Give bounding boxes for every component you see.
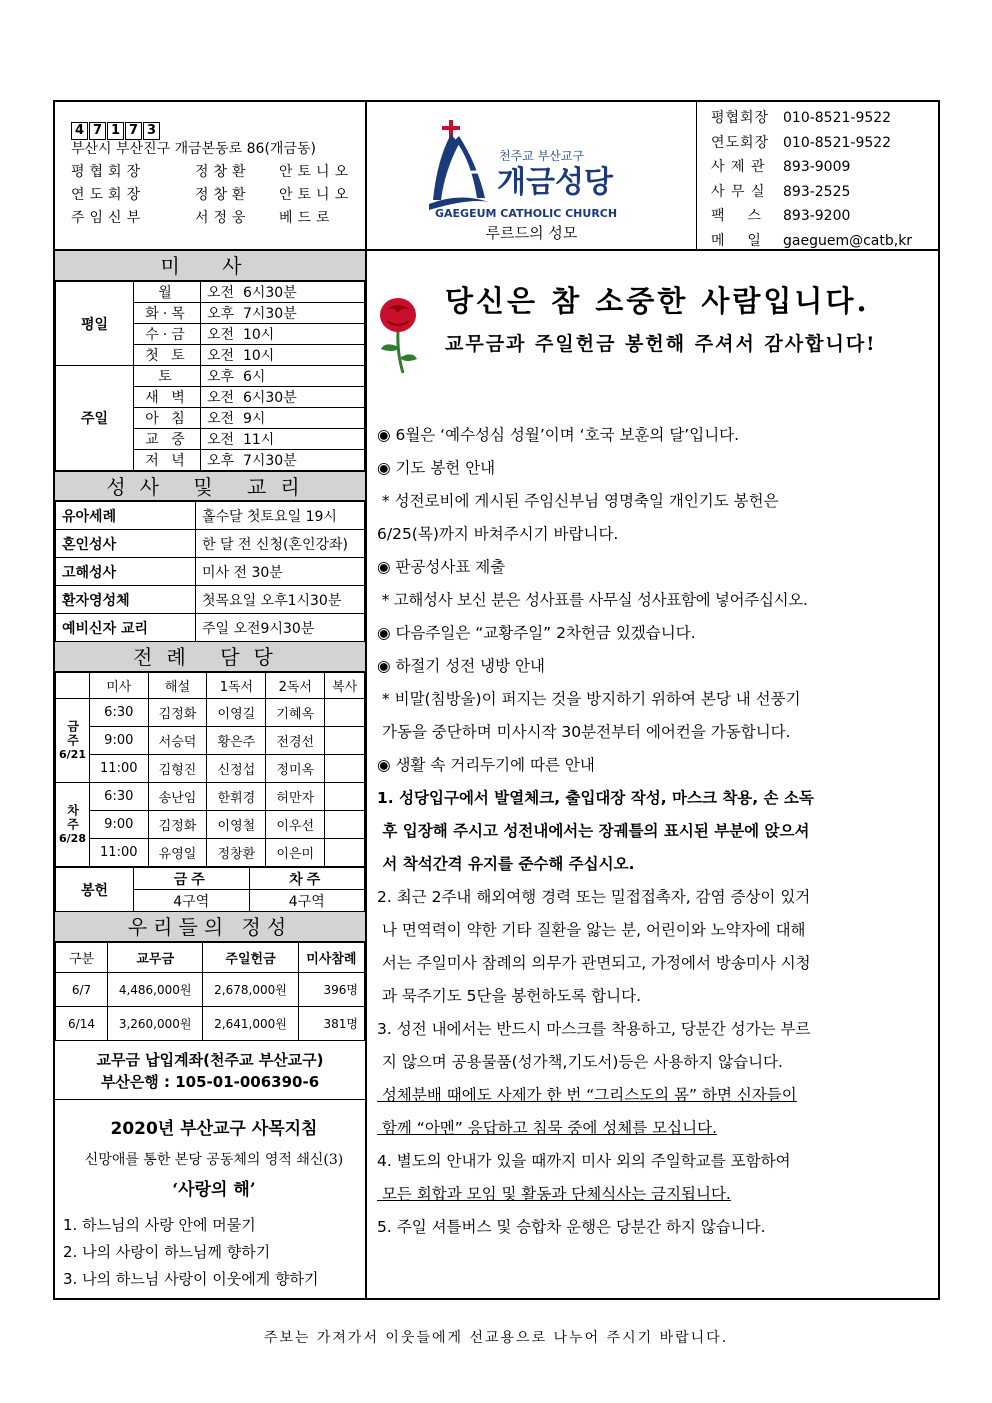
table-row [56, 699, 365, 727]
table-row [56, 839, 365, 867]
week-label [56, 783, 90, 867]
blank-cell [56, 673, 90, 699]
reader-1: 한휘경 [207, 783, 266, 811]
announcement-line: 3. 성전 내에서는 반드시 마스크를 착용하고, 당분간 성가는 부르 [377, 1020, 811, 1038]
sacrament-time: 홀수달 첫토요일 19시 [196, 502, 365, 530]
table-row [56, 502, 365, 530]
list-item: 2. 나의 사랑이 하느님께 향하기 [63, 1243, 271, 1261]
logo-caption: 루르드의 성모 [485, 224, 578, 242]
announcement-line: 가동을 중단하며 미사시작 30분전부터 에어컨을 가동합니다. [377, 723, 791, 741]
amount-cell: 3,260,000원 [108, 1007, 203, 1041]
liturgy-table [55, 672, 365, 867]
mass-day: 아 침 [134, 408, 201, 429]
mass-day: 화·목 [134, 303, 201, 324]
contact-row [711, 180, 938, 205]
commentator: 유영일 [148, 839, 207, 867]
table-row [56, 282, 365, 303]
officer-name: 서정웅 [195, 210, 251, 226]
footer-note: 주보는 가져가서 이웃들에게 선교용으로 나누어 주시기 바랍니다. [263, 1330, 729, 1346]
announcement-line: * 고해성사 보신 분은 성사표를 사무실 성사표함에 넣어주십시오. [377, 591, 808, 609]
officer-name: 정창환 [195, 164, 251, 180]
officer-baptismal: 안토니오 [279, 187, 354, 203]
table-row [56, 811, 365, 839]
column-header: 2독서 [266, 673, 325, 699]
reader-2: 기혜옥 [266, 699, 325, 727]
sacrament-name: 고해성사 [56, 558, 196, 586]
mass-time: 오전 6시30분 [201, 387, 365, 408]
mass-time: 11:00 [90, 755, 149, 783]
table-row [56, 558, 365, 586]
contact-row [711, 131, 938, 156]
announcement-line: 과 묵주기도 5단을 봉헌하도록 합니다. [377, 987, 642, 1005]
column-header: 복사 [325, 673, 365, 699]
contacts [697, 102, 938, 249]
zip-digit: 7 [125, 122, 142, 140]
announcement-line: 후 입장해 주시고 성전내에서는 장궤틀의 표시된 부분에 앉으셔 [377, 822, 810, 840]
announcement-line: 모든 회합과 모임 및 활동과 단체식사는 금지됩니다. [377, 1185, 731, 1203]
logo-subtitle: 천주교 부산교구 [499, 149, 584, 163]
headline: 당신은 참 소중한 사람입니다. [445, 284, 870, 318]
server [325, 783, 365, 811]
officer-row [71, 161, 365, 184]
zip-digit: 4 [71, 122, 88, 140]
pastoral-guidelines [55, 1100, 365, 1293]
announcement-line: 나 면역력이 약한 기타 질환을 앓는 분, 어린이와 노약자에 대해 [377, 921, 806, 939]
pastoral-theme: ‘사랑의 해’ [172, 1180, 256, 1200]
offering-value: 4구역 [134, 890, 250, 912]
mass-time: 9:00 [90, 811, 149, 839]
sacrament-name: 혼인성사 [56, 530, 196, 558]
table-row [56, 755, 365, 783]
pastoral-subtitle: 신망애를 통한 본당 공동체의 영적 쇄신(3) [84, 1152, 344, 1168]
table-row [56, 943, 365, 973]
mass-time: 오전 9시 [201, 408, 365, 429]
mass-time: 오후 7시30분 [201, 450, 365, 471]
announcement-line: 6/25(목)까지 바쳐주시기 바랍니다. [377, 525, 619, 543]
officer-role: 주임신부 [71, 210, 146, 226]
contact-row [711, 106, 938, 131]
address: 부산시 부산진구 개금본동로 86(개금동) [71, 141, 316, 157]
sacrament-time: 미사 전 30분 [196, 558, 365, 586]
mass-schedule-table [55, 281, 365, 471]
donations-table [55, 942, 365, 1041]
contact-label: 팩 스 [711, 208, 762, 224]
week-date: 6/21 [59, 747, 86, 761]
weekday-label: 평일 [56, 282, 134, 366]
liturgy-heading: 전례 담당 [55, 642, 365, 672]
reader-2: 이우선 [266, 811, 325, 839]
reader-2: 이은미 [266, 839, 325, 867]
mass-time: 오전 10시 [201, 324, 365, 345]
server [325, 755, 365, 783]
account-number: 부산은행 : 105-01-006390-6 [100, 1073, 320, 1091]
commentator: 서승덕 [148, 727, 207, 755]
amount-cell: 2,678,000원 [203, 973, 298, 1007]
table-row [56, 1007, 365, 1041]
column-header: 미사 [90, 673, 149, 699]
officer-row [71, 184, 365, 207]
server [325, 727, 365, 755]
header [55, 102, 938, 251]
date-cell: 6/7 [56, 973, 108, 1007]
mass-day: 토 [134, 366, 201, 387]
column-header: 미사참례 [298, 943, 364, 973]
date-cell: 6/14 [56, 1007, 108, 1041]
week-name: 금주 [65, 719, 80, 748]
officer-name: 정창환 [195, 187, 251, 203]
announcements [377, 419, 932, 1244]
server [325, 839, 365, 867]
account-title: 교무금 납입계좌(천주교 부산교구) [96, 1051, 324, 1069]
contact-row [711, 204, 938, 229]
announcement-line: * 비말(침방울)이 퍼지는 것을 방지하기 위하여 본당 내 선풍기 [377, 690, 801, 708]
church-logo [429, 120, 659, 220]
announcement-line: 함께 “아멘” 응답하고 침묵 중에 성체를 모십니다. [377, 1119, 717, 1137]
donations-heading: 우리들의 정성 [55, 912, 365, 942]
sacrament-time: 주일 오전9시30분 [196, 614, 365, 642]
sacrament-time: 한 달 전 신청(혼인강좌) [196, 530, 365, 558]
sacrament-name: 환자영성체 [56, 586, 196, 614]
rose-icon [373, 293, 423, 375]
announcement-line: 성체분배 때에도 사제가 한 번 “그리스도의 몸” 하면 신자들이 [377, 1086, 797, 1104]
mass-day: 새 벽 [134, 387, 201, 408]
contact-label: 사 제 관 [711, 159, 766, 175]
week-label [56, 699, 90, 783]
officer-role: 연도회장 [71, 187, 146, 203]
reader-1: 정창환 [207, 839, 266, 867]
offering-table [55, 867, 365, 912]
contact-value: 893-9009 [783, 159, 851, 175]
announcement-line: ◉ 기도 봉헌 안내 [377, 459, 496, 477]
column-header: 주일헌금 [203, 943, 298, 973]
announcement-line: 1. 성당입구에서 발열체크, 출입대장 작성, 마스크 착용, 손 소독 [377, 789, 814, 807]
announcement-line: ◉ 판공성사표 제출 [377, 558, 506, 576]
contact-value: 893-9200 [783, 208, 851, 224]
sunday-label: 주일 [56, 366, 134, 471]
announcement-line: ◉ 다음주일은 “교황주일” 2차헌금 있겠습니다. [377, 624, 696, 642]
announcement-line: ◉ 생활 속 거리두기에 따른 안내 [377, 756, 595, 774]
table-row [56, 727, 365, 755]
contact-row [711, 229, 938, 254]
sacrament-name: 예비신자 교리 [56, 614, 196, 642]
mass-time: 오후 7시30분 [201, 303, 365, 324]
mass-day: 수·금 [134, 324, 201, 345]
zip-digit: 1 [107, 122, 124, 140]
bulletin-frame [53, 100, 940, 1300]
mass-time: 오전 6시30분 [201, 282, 365, 303]
offering-value: 4구역 [249, 890, 365, 912]
zip-digit: 3 [143, 122, 160, 140]
list-item: 3. 나의 하느님 사랑이 이웃에게 향하기 [63, 1270, 319, 1288]
offering-header: 금주 [134, 868, 250, 890]
mass-day: 첫 토 [134, 345, 201, 366]
server [325, 699, 365, 727]
attendance-cell: 396명 [298, 973, 364, 1007]
officer-row [71, 207, 365, 230]
right-column [367, 251, 938, 1300]
announcement-line: * 성전로비에 게시된 주임신부님 영명축일 개인기도 봉헌은 [377, 492, 779, 510]
mass-heading: 미 사 [55, 251, 365, 281]
reader-2: 정미옥 [266, 755, 325, 783]
logo-area [367, 102, 697, 249]
mass-time: 6:30 [90, 783, 149, 811]
announcement-line: 2. 최근 2주내 해외여행 경력 또는 밀접접촉자, 감염 증상이 있거 [377, 888, 811, 906]
column-header: 1독서 [207, 673, 266, 699]
column-header: 해설 [148, 673, 207, 699]
mass-time: 11:00 [90, 839, 149, 867]
sacraments-table [55, 501, 365, 642]
zip-digit: 7 [89, 122, 106, 140]
officer-baptismal: 안토니오 [279, 164, 354, 180]
list-item: 1. 하느님의 사랑 안에 머물기 [63, 1216, 256, 1234]
server [325, 811, 365, 839]
logo-name: 개금성당 [497, 165, 613, 200]
reader-2: 전경선 [266, 727, 325, 755]
officer-role: 평협회장 [71, 164, 146, 180]
reader-1: 신정섭 [207, 755, 266, 783]
table-row [56, 673, 365, 699]
pastoral-title: 2020년 부산교구 사목지침 [110, 1119, 318, 1139]
mass-time: 오전 10시 [201, 345, 365, 366]
announcement-line: 4. 별도의 안내가 있을 때까지 미사 외의 주일학교를 포함하여 [377, 1152, 791, 1170]
officer-baptismal: 베드로 [279, 210, 335, 226]
left-column [55, 251, 367, 1300]
reader-1: 이영길 [207, 699, 266, 727]
table-row [56, 783, 365, 811]
commentator: 김정화 [148, 699, 207, 727]
announcement-line: 지 않으며 공용물품(성가책,기도서)등은 사용하지 않습니다. [377, 1053, 783, 1071]
mass-time: 오후 6시 [201, 366, 365, 387]
contact-label: 메 일 [711, 232, 762, 249]
contact-label: 연도회장 [711, 134, 770, 151]
pastoral-list [63, 1212, 365, 1293]
commentator: 김정화 [148, 811, 207, 839]
week-name: 차주 [65, 803, 80, 832]
reader-2: 허만자 [266, 783, 325, 811]
parish-info [55, 102, 367, 249]
sacrament-time: 첫목요일 오후1시30분 [196, 586, 365, 614]
contact-value: 010-8521-9522 [783, 110, 892, 126]
reader-1: 이영철 [207, 811, 266, 839]
mass-day: 교 중 [134, 429, 201, 450]
column-header: 교무금 [108, 943, 203, 973]
table-row [56, 366, 365, 387]
sacrament-name: 유아세례 [56, 502, 196, 530]
week-date: 6/28 [59, 831, 86, 845]
logo-english: GAEGEUM CATHOLIC CHURCH [435, 207, 618, 220]
table-row [56, 973, 365, 1007]
announcement-line: ◉ 하절기 성전 냉방 안내 [377, 657, 545, 675]
bank-account [55, 1041, 365, 1100]
sacraments-heading: 성사 및 교리 [55, 471, 365, 501]
commentator: 김형진 [148, 755, 207, 783]
contact-value: 893-2525 [783, 183, 851, 200]
table-row [56, 614, 365, 642]
reader-1: 황은주 [207, 727, 266, 755]
attendance-cell: 381명 [298, 1007, 364, 1041]
contact-value[interactable]: gaeguem@catb,kr [783, 232, 913, 249]
announcement-line: ◉ 6월은 ‘예수성심 성월’이며 ‘호국 보훈의 달’입니다. [377, 426, 740, 444]
mass-day: 저 녁 [134, 450, 201, 471]
announcement-line: 서 착석간격 유지를 준수해 주십시오. [377, 855, 635, 873]
commentator: 송난임 [148, 783, 207, 811]
offering-label: 봉헌 [56, 868, 134, 912]
contact-row [711, 155, 938, 180]
table-row [56, 530, 365, 558]
contact-label: 사 무 실 [711, 183, 766, 200]
table-row [56, 586, 365, 614]
announcement-line: 서는 주일미사 참례의 의무가 관면되고, 가정에서 방송미사 시청 [377, 954, 811, 972]
contact-value: 010-8521-9522 [783, 134, 892, 151]
announcement-line: 5. 주일 셔틀버스 및 승합차 운행은 당분간 하지 않습니다. [377, 1218, 766, 1236]
table-row [56, 868, 365, 890]
amount-cell: 4,486,000원 [108, 973, 203, 1007]
column-header: 구분 [56, 943, 108, 973]
contact-label: 평협회장 [711, 110, 770, 126]
mass-time: 오전 11시 [201, 429, 365, 450]
mass-time: 9:00 [90, 727, 149, 755]
mass-day: 월 [134, 282, 201, 303]
subheadline: 교무금과 주일헌금 봉헌해 주셔서 감사합니다! [445, 333, 877, 355]
amount-cell: 2,641,000원 [203, 1007, 298, 1041]
mass-time: 6:30 [90, 699, 149, 727]
offering-header: 차주 [249, 868, 365, 890]
